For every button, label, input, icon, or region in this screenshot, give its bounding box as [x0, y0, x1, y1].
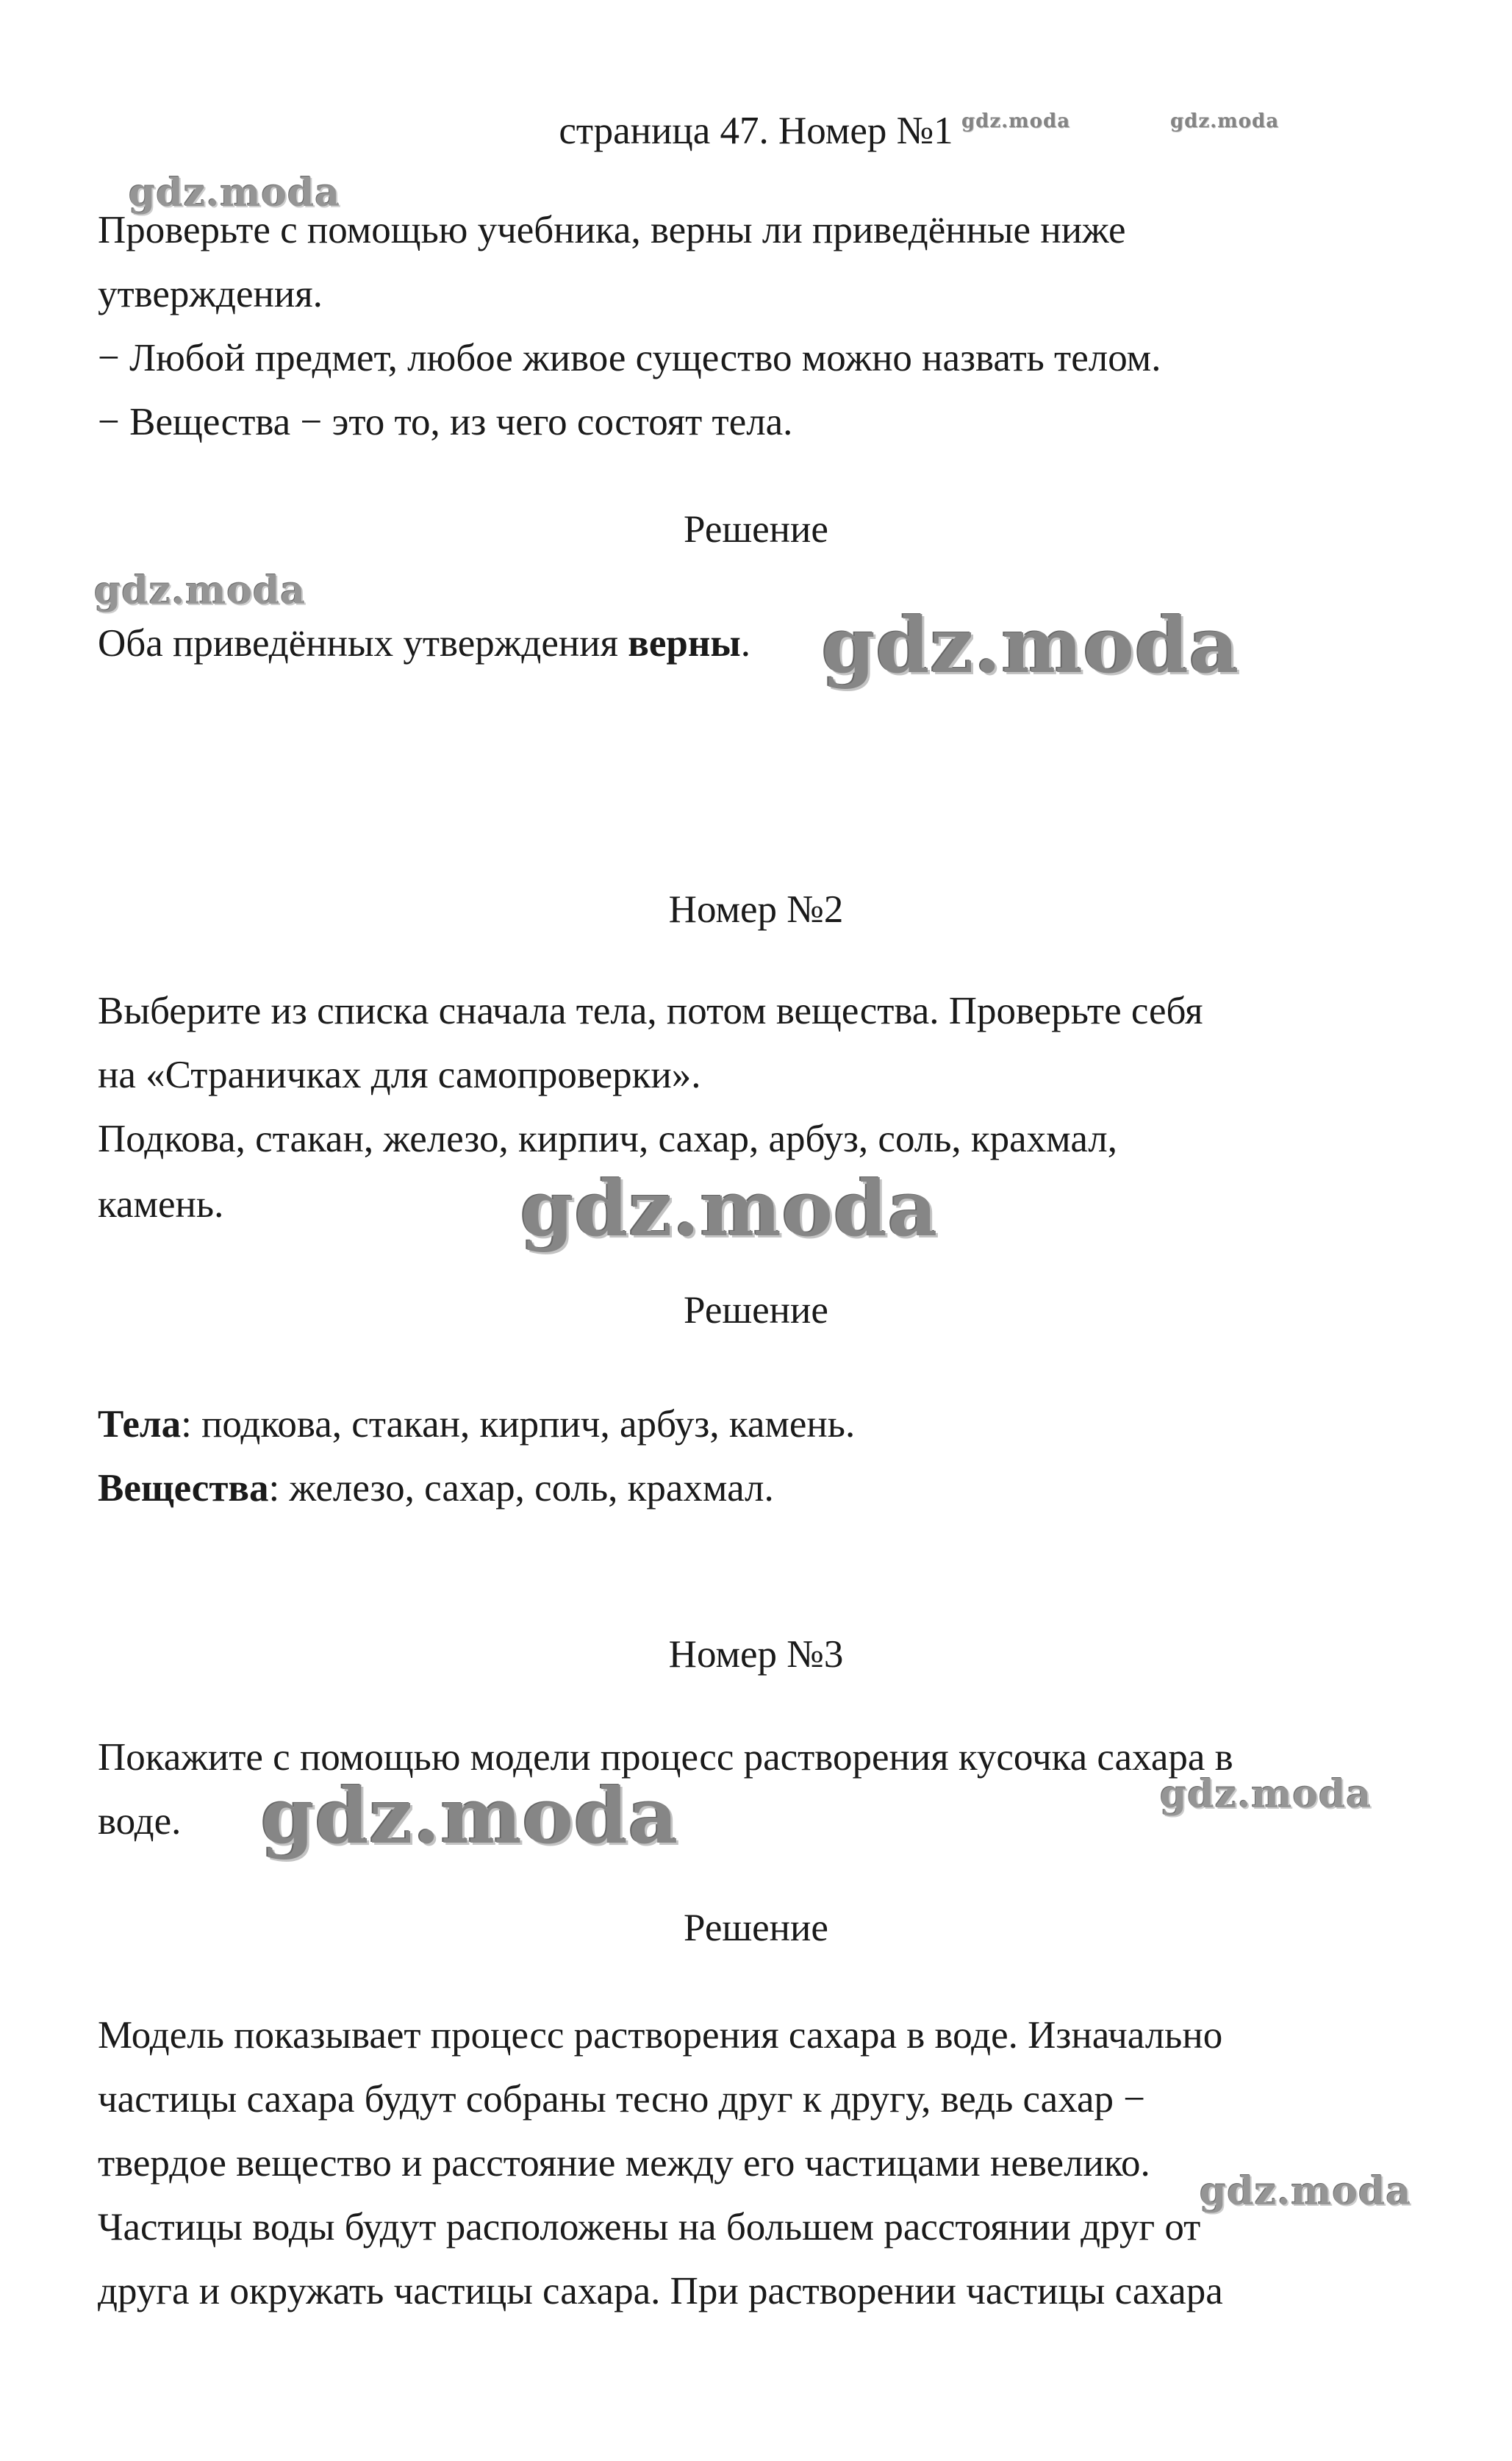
task1-answer-prefix: Оба приведённых утверждения [98, 622, 628, 665]
task2-list-line1: Подкова, стакан, железо, кирпич, сахар, арбуз, соль, крахмал, [98, 1118, 1118, 1160]
task1-answer [98, 621, 750, 665]
task3-answer-line5: друга и окружать частицы сахара. При растворении частицы сахара [98, 2270, 1223, 2312]
watermark-logo: gdz.moda [94, 568, 307, 613]
watermark-logo: gdz.moda [520, 1163, 939, 1254]
task3-answer-line4: Частицы воды будут расположены на большем расстоянии друг от [98, 2206, 1201, 2249]
task1-question-line2: утверждения. [98, 273, 323, 315]
watermark-logo: gdz.moda [261, 1771, 679, 1861]
task3-heading: Номер №3 [668, 1633, 844, 1676]
task1-solution-heading: Решение [684, 508, 828, 551]
watermark-logo: gdz.moda [1170, 110, 1280, 132]
task1-statement2: − Вещества − это то, из чего состоят тела. [98, 401, 793, 443]
task2-solution-heading: Решение [684, 1289, 828, 1332]
watermark-logo: gdz.moda [961, 110, 1071, 132]
task2-heading: Номер №2 [668, 888, 844, 931]
task2-substances-label: Вещества [98, 1467, 269, 1510]
page-title: страница 47. Номер №1 [559, 110, 953, 152]
watermark-logo: gdz.moda [822, 600, 1240, 690]
task1-answer-bold: верны [628, 622, 741, 665]
task3-answer-line2: частицы сахара будут собраны тесно друг к другу, ведь сахар − [98, 2078, 1146, 2121]
task2-bodies-label: Тела [98, 1403, 182, 1446]
task2-bodies-line [98, 1402, 855, 1446]
task2-question-line1: Выберите из списка сначала тела, потом вещества. Проверьте себя [98, 990, 1203, 1032]
task1-statement1: − Любой предмет, любое живое существо можно назвать телом. [98, 337, 1161, 379]
task3-answer-line1: Модель показывает процесс растворения сахара в воде. Изначально [98, 2014, 1223, 2057]
watermark-logo: gdz.moda [129, 171, 341, 215]
task2-substances-text: : железо, сахар, соль, крахмал. [268, 1467, 774, 1510]
task1-question-line1: Проверьте с помощью учебника, верны ли приведённые ниже [98, 209, 1126, 251]
watermark-logo: gdz.moda [1200, 2169, 1412, 2214]
task3-solution-heading: Решение [684, 1907, 828, 1949]
task3-question-line2: воде. [98, 1800, 182, 1843]
task3-question-line1: Покажите с помощью модели процесс растворения кусочка сахара в [98, 1736, 1233, 1779]
task2-substances-line [98, 1466, 774, 1510]
watermark-logo: gdz.moda [1160, 1772, 1372, 1817]
task2-question-line2: на «Страничках для самопроверки». [98, 1054, 701, 1096]
task1-answer-suffix: . [740, 622, 751, 665]
task3-answer-line3: твердое вещество и расстояние между его частицами невелико. [98, 2142, 1150, 2185]
task2-list-line2: камень. [98, 1183, 224, 1226]
task2-bodies-text: : подкова, стакан, кирпич, арбуз, камень. [181, 1403, 856, 1446]
